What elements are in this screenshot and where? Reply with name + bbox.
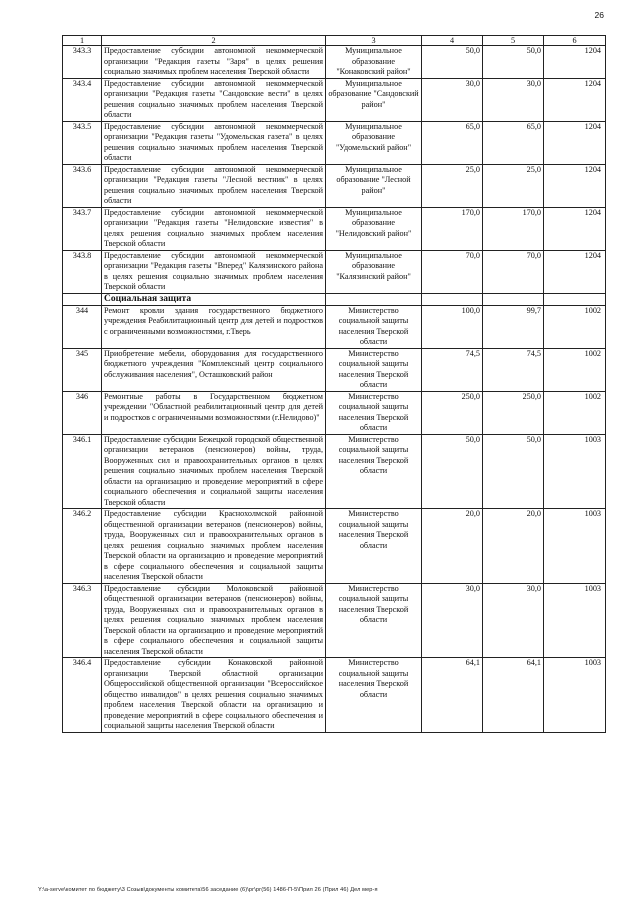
page-number: 26 bbox=[594, 10, 604, 20]
table-cell bbox=[544, 293, 606, 305]
row-number: 346.3 bbox=[63, 583, 102, 658]
row-number: 343.4 bbox=[63, 78, 102, 121]
row-code: 1002 bbox=[544, 391, 606, 434]
table-row bbox=[63, 434, 606, 509]
header-cell: 3 bbox=[326, 36, 422, 46]
row-description: Предоставление субсидии автономной некоммерческой организации "Редакция газеты "Вперед" Калязинского района в целях решения социально значимых проблем населения Тверской области bbox=[102, 250, 326, 293]
row-executor: Муниципальное образование "Сандовский район" bbox=[326, 78, 422, 121]
header-cell: 1 bbox=[63, 36, 102, 46]
table-row bbox=[63, 348, 606, 391]
row-code: 1002 bbox=[544, 348, 606, 391]
row-code: 1204 bbox=[544, 121, 606, 164]
row-amount-planned: 100,0 bbox=[422, 305, 483, 348]
table-row bbox=[63, 250, 606, 293]
row-description: Предоставление субсидии автономной некоммерческой организации "Редакция газеты "Удомельская газета" в целях решения социально значимых проблем населения Тверской области bbox=[102, 121, 326, 164]
row-amount-actual: 30,0 bbox=[483, 78, 544, 121]
table-row bbox=[63, 46, 606, 79]
row-number: 346.2 bbox=[63, 509, 102, 584]
row-description: Предоставление субсидии автономной некоммерческой организации "Редакция газеты "Сандовские вести" в целях решения социально значимых проблем населения Тверской области bbox=[102, 78, 326, 121]
row-number: 346.4 bbox=[63, 658, 102, 733]
row-description: Предоставление субсидии автономной некоммерческой организации "Редакция газеты "Нелидовские известия" в целях решения социально значимых проблем населения Тверской области bbox=[102, 207, 326, 250]
header-cell: 4 bbox=[422, 36, 483, 46]
table-cell bbox=[483, 293, 544, 305]
table-cell bbox=[422, 293, 483, 305]
row-amount-planned: 30,0 bbox=[422, 78, 483, 121]
row-number: 343.6 bbox=[63, 164, 102, 207]
header-cell: 5 bbox=[483, 36, 544, 46]
row-description: Предоставление субсидии Бежецкой городской общественной организации ветеранов (пенсионеров) войны, труда, Вооруженных сил и правоохранительных органов в целях решения социально значимых проблем населения Тверской области на организацию и проведение мероприятий в сфере социального обеспечения и социальной защиты населения Тверской области bbox=[102, 434, 326, 509]
table-row bbox=[63, 583, 606, 658]
row-amount-planned: 170,0 bbox=[422, 207, 483, 250]
row-amount-actual: 74,5 bbox=[483, 348, 544, 391]
row-amount-planned: 65,0 bbox=[422, 121, 483, 164]
table-row bbox=[63, 121, 606, 164]
row-amount-actual: 70,0 bbox=[483, 250, 544, 293]
table-cell bbox=[63, 293, 102, 305]
row-amount-actual: 20,0 bbox=[483, 509, 544, 584]
row-executor: Министерство социальной защиты населения Тверской области bbox=[326, 434, 422, 509]
row-number: 343.8 bbox=[63, 250, 102, 293]
row-executor: Муниципальное образование "Калязинский район" bbox=[326, 250, 422, 293]
row-description: Предоставление субсидии автономной некоммерческой организации "Редакция газеты "Заря" в целях решения социально значимых проблем населения Тверской области bbox=[102, 46, 326, 79]
row-executor: Министерство социальной защиты населения Тверской области bbox=[326, 509, 422, 584]
row-amount-planned: 30,0 bbox=[422, 583, 483, 658]
section-row bbox=[63, 293, 606, 305]
table-cell bbox=[326, 293, 422, 305]
table-row bbox=[63, 658, 606, 733]
row-number: 343.3 bbox=[63, 46, 102, 79]
row-number: 346 bbox=[63, 391, 102, 434]
row-amount-actual: 25,0 bbox=[483, 164, 544, 207]
row-code: 1204 bbox=[544, 250, 606, 293]
row-number: 346.1 bbox=[63, 434, 102, 509]
row-amount-actual: 99,7 bbox=[483, 305, 544, 348]
file-path-footer: Y:\а-serve\комитет по бюджету\3 Созыв\документы комитета\56 заседание (6)\рг\рг(56) 1486-П-5\Прил 26 (Прил 46) Дел мер-я bbox=[38, 887, 378, 893]
row-description: Ремонтные работы в Государственном бюджетном учреждении "Областной реабилитационный центр для детей и подростков с ограниченными возможностями (г.Нелидово)" bbox=[102, 391, 326, 434]
row-executor: Муниципальное образование "Нелидовский район" bbox=[326, 207, 422, 250]
row-description: Предоставление субсидии Конаковской районной организации Тверской областной организации Общероссийской общественной организации "Всероссийское общество инвалидов" в целях решения социально значимых проблем населения Тверской области на организацию и проведение мероприятий в сфере социального обеспечения и социальной защиты населения Тверской области bbox=[102, 658, 326, 733]
table-row bbox=[63, 207, 606, 250]
row-amount-actual: 170,0 bbox=[483, 207, 544, 250]
row-amount-planned: 250,0 bbox=[422, 391, 483, 434]
table-row bbox=[63, 164, 606, 207]
table-header-row bbox=[63, 36, 606, 46]
row-description: Предоставление субсидии Молоковской районной общественной организации ветеранов (пенсионеров) войны, труда, Вооруженных сил и правоохранительных органов в целях решения социально значимых проблем населения Тверской области на организацию и проведение мероприятий в сфере социального обеспечения и социальной защиты населения Тверской области bbox=[102, 583, 326, 658]
row-amount-planned: 50,0 bbox=[422, 434, 483, 509]
header-cell: 6 bbox=[544, 36, 606, 46]
row-amount-planned: 70,0 bbox=[422, 250, 483, 293]
row-executor: Министерство социальной защиты населения Тверской области bbox=[326, 391, 422, 434]
row-amount-planned: 50,0 bbox=[422, 46, 483, 79]
row-code: 1002 bbox=[544, 305, 606, 348]
row-executor: Министерство социальной защиты населения Тверской области bbox=[326, 658, 422, 733]
row-description: Предоставление субсидии Краснохолмской районной общественной организации ветеранов (пенсионеров) войны, труда, Вооруженных сил и правоохранительных органов в целях решения социально значимых проблем населения Тверской области на организацию и проведение мероприятий в сфере социального обеспечения и социальной защиты населения Тверской области bbox=[102, 509, 326, 584]
table-row bbox=[63, 78, 606, 121]
row-number: 343.5 bbox=[63, 121, 102, 164]
row-number: 345 bbox=[63, 348, 102, 391]
row-amount-planned: 20,0 bbox=[422, 509, 483, 584]
row-executor: Муниципальное образование "Лесной район" bbox=[326, 164, 422, 207]
row-amount-actual: 50,0 bbox=[483, 434, 544, 509]
row-amount-actual: 250,0 bbox=[483, 391, 544, 434]
row-executor: Министерство социальной защиты населения Тверской области bbox=[326, 305, 422, 348]
section-title: Социальная защита bbox=[102, 293, 326, 305]
header-cell: 2 bbox=[102, 36, 326, 46]
row-number: 343.7 bbox=[63, 207, 102, 250]
row-description: Ремонт кровли здания государственного бюджетного учреждения Реабилитационный центр для детей и подростков с ограниченными возможностями, г.Тверь bbox=[102, 305, 326, 348]
row-number: 344 bbox=[63, 305, 102, 348]
row-amount-planned: 64,1 bbox=[422, 658, 483, 733]
budget-table bbox=[62, 35, 606, 733]
row-executor: Муниципальное образование "Удомельский район" bbox=[326, 121, 422, 164]
row-executor: Муниципальное образование "Конаковский район" bbox=[326, 46, 422, 79]
row-code: 1204 bbox=[544, 207, 606, 250]
row-executor: Министерство социальной защиты населения Тверской области bbox=[326, 348, 422, 391]
row-code: 1204 bbox=[544, 78, 606, 121]
row-amount-actual: 30,0 bbox=[483, 583, 544, 658]
row-description: Приобретение мебели, оборудования для государственного бюджетного учреждения "Комплексный центр социального обслуживания населения", Осташковский район bbox=[102, 348, 326, 391]
table-row bbox=[63, 391, 606, 434]
row-executor: Министерство социальной защиты населения Тверской области bbox=[326, 583, 422, 658]
row-description: Предоставление субсидии автономной некоммерческой организации "Редакция газеты "Лесной вестник" в целях решения социально значимых проблем населения Тверской области bbox=[102, 164, 326, 207]
row-code: 1003 bbox=[544, 434, 606, 509]
row-amount-actual: 64,1 bbox=[483, 658, 544, 733]
row-amount-planned: 25,0 bbox=[422, 164, 483, 207]
table-row bbox=[63, 305, 606, 348]
row-code: 1003 bbox=[544, 658, 606, 733]
table-row bbox=[63, 509, 606, 584]
row-code: 1003 bbox=[544, 509, 606, 584]
row-code: 1003 bbox=[544, 583, 606, 658]
row-code: 1204 bbox=[544, 46, 606, 79]
row-amount-actual: 50,0 bbox=[483, 46, 544, 79]
row-code: 1204 bbox=[544, 164, 606, 207]
row-amount-actual: 65,0 bbox=[483, 121, 544, 164]
row-amount-planned: 74,5 bbox=[422, 348, 483, 391]
